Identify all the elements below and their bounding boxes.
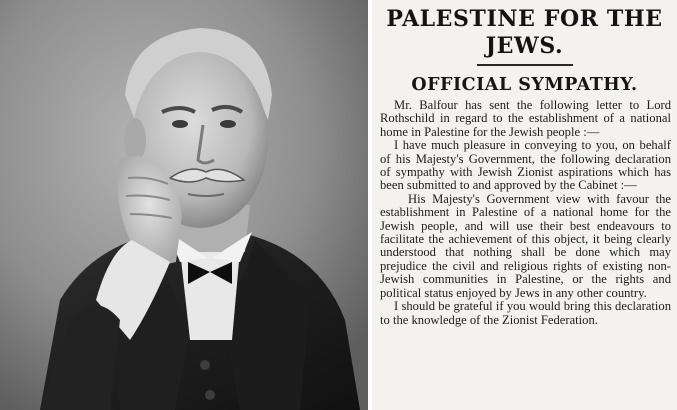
subheadline: OFFICIAL SYMPATHY. — [411, 75, 638, 95]
newspaper-clipping — [372, 0, 677, 410]
paragraph-intro: Mr. Balfour has sent the following letter to Lord Rothschild in regard to the establishment of a national home in Palestine for the Jewish people :— — [380, 98, 671, 139]
headline-rule — [477, 64, 573, 66]
right-eye — [220, 120, 236, 128]
paragraph-closing: I should be grateful if you would bring this declaration to the knowledge of the Zionist Federation. — [380, 299, 671, 327]
left-eye — [172, 120, 188, 128]
paragraph-declaration: His Majesty's Government view with favour the establishment in Palestine of a national home for the Jewish people, and will use their best endeavours to facilitate the achievement of this object, it being clearly understood that nothing shall be done which may prejudice the civil and religious rights of existing non-Jewish communities in Palestine, or the rights and political status enjoyed by Jews in any other country. — [380, 191, 671, 300]
paragraph-letter-opening: I have much pleasure in conveying to you, on behalf of his Majesty's Government, the following declaration of sympathy with Jewish Zionist aspirations which has been submitted to and approved by the Cabinet :— — [380, 138, 671, 193]
coat-button — [205, 390, 215, 400]
headline: PALESTINE FOR THE JEWS. — [386, 6, 663, 59]
article-body — [372, 99, 677, 327]
coat-button — [200, 360, 210, 370]
ear — [124, 118, 146, 162]
